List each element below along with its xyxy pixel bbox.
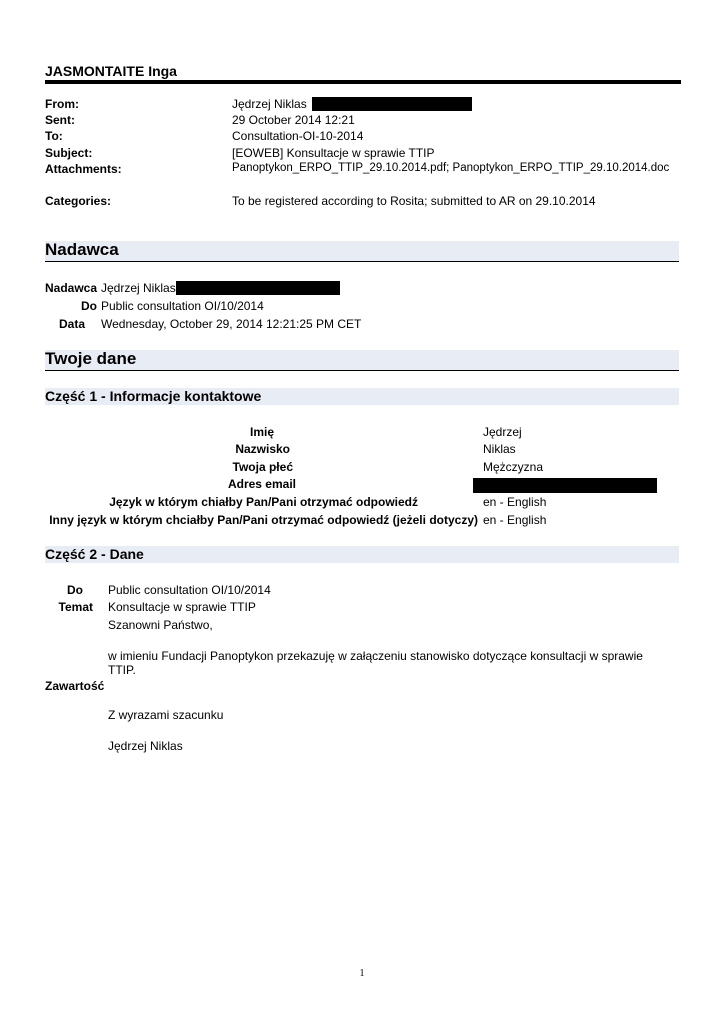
body-text: w imieniu Fundacji Panoptykon przekazuję w załączeniu stanowisko dotyczące konsultacji w sprawie TTIP.: [108, 649, 643, 677]
redaction-bar: [176, 281, 340, 295]
part2-do-label: Do: [67, 583, 83, 597]
field-label-imie: Imię: [249, 425, 274, 439]
redaction-bar: [312, 97, 472, 111]
closing-text: Z wyrazami szacunku: [108, 708, 224, 722]
to-value: Consultation-OI-10-2014: [232, 129, 364, 143]
signature-text: Jędrzej Niklas: [108, 739, 183, 753]
data-value: Wednesday, October 29, 2014 12:21:25 PM CET: [101, 317, 362, 331]
part2-title: Część 2 - Dane: [45, 546, 144, 562]
from-label: From:: [45, 97, 79, 111]
field-label-email: Adres email: [227, 477, 296, 491]
section-title: Nadawca: [45, 240, 119, 259]
from-value: Jędrzej Niklas: [232, 97, 307, 111]
document-owner: JASMONTAITE Inga: [45, 63, 177, 79]
attachments-value: Panoptykon_ERPO_TTIP_29.10.2014.pdf; Panoptykon_ERPO_TTIP_29.10.2014.doc: [232, 162, 670, 174]
part2-header: [45, 546, 679, 563]
temat-label: Temat: [58, 600, 93, 614]
sender-label: Nadawca: [45, 281, 98, 295]
categories-value: To be registered according to Rosita; submitted to AR on 29.10.2014: [232, 194, 596, 208]
do-value: Public consultation OI/10/2014: [101, 299, 264, 313]
field-value-jezyk: en - English: [483, 495, 547, 509]
field-value-plec: Mężczyzna: [483, 460, 544, 474]
to-label: To:: [45, 129, 63, 143]
sender-value: Jędrzej Niklas: [101, 281, 176, 295]
page-number: 1: [359, 968, 365, 979]
field-value-imie: Jędrzej: [483, 425, 522, 439]
field-label-plec: Twoja płeć: [232, 460, 293, 474]
section-title: Twoje dane: [45, 349, 137, 368]
temat-value: Konsultacje w sprawie TTIP: [108, 600, 256, 614]
subject-value: [EOWEB] Konsultacje w sprawie TTIP: [232, 146, 435, 160]
zawartosc-label: Zawartość: [45, 679, 105, 693]
do-label: Do: [81, 299, 97, 313]
field-value-nazwisko: Niklas: [483, 442, 516, 456]
greeting-text: Szanowni Państwo,: [108, 618, 213, 632]
data-label: Data: [58, 317, 85, 331]
subject-label: Subject:: [45, 146, 93, 160]
attachments-label: Attachments:: [45, 162, 122, 176]
field-label-inny-jezyk: Inny język w którym chciałby Pan/Pani otrzymać odpowiedź (jeżeli dotyczy): [49, 513, 478, 527]
redaction-bar: [473, 478, 657, 493]
part1-title: Część 1 - Informacje kontaktowe: [45, 388, 262, 404]
sent-value: 29 October 2014 12:21: [232, 113, 355, 127]
field-value-inny-jezyk: en - English: [483, 513, 547, 527]
owner-divider: [45, 80, 681, 84]
twoje-dane-section-header: [45, 350, 679, 371]
sent-label: Sent:: [45, 113, 75, 127]
field-label-nazwisko: Nazwisko: [235, 442, 290, 456]
part2-do-value: Public consultation OI/10/2014: [108, 583, 271, 597]
part1-header: [45, 388, 679, 405]
nadawca-section-header: [45, 241, 679, 262]
categories-label: Categories:: [45, 194, 112, 208]
field-label-jezyk: Język w którym chiałby Pan/Pani otrzymać odpowiedź: [109, 495, 418, 509]
